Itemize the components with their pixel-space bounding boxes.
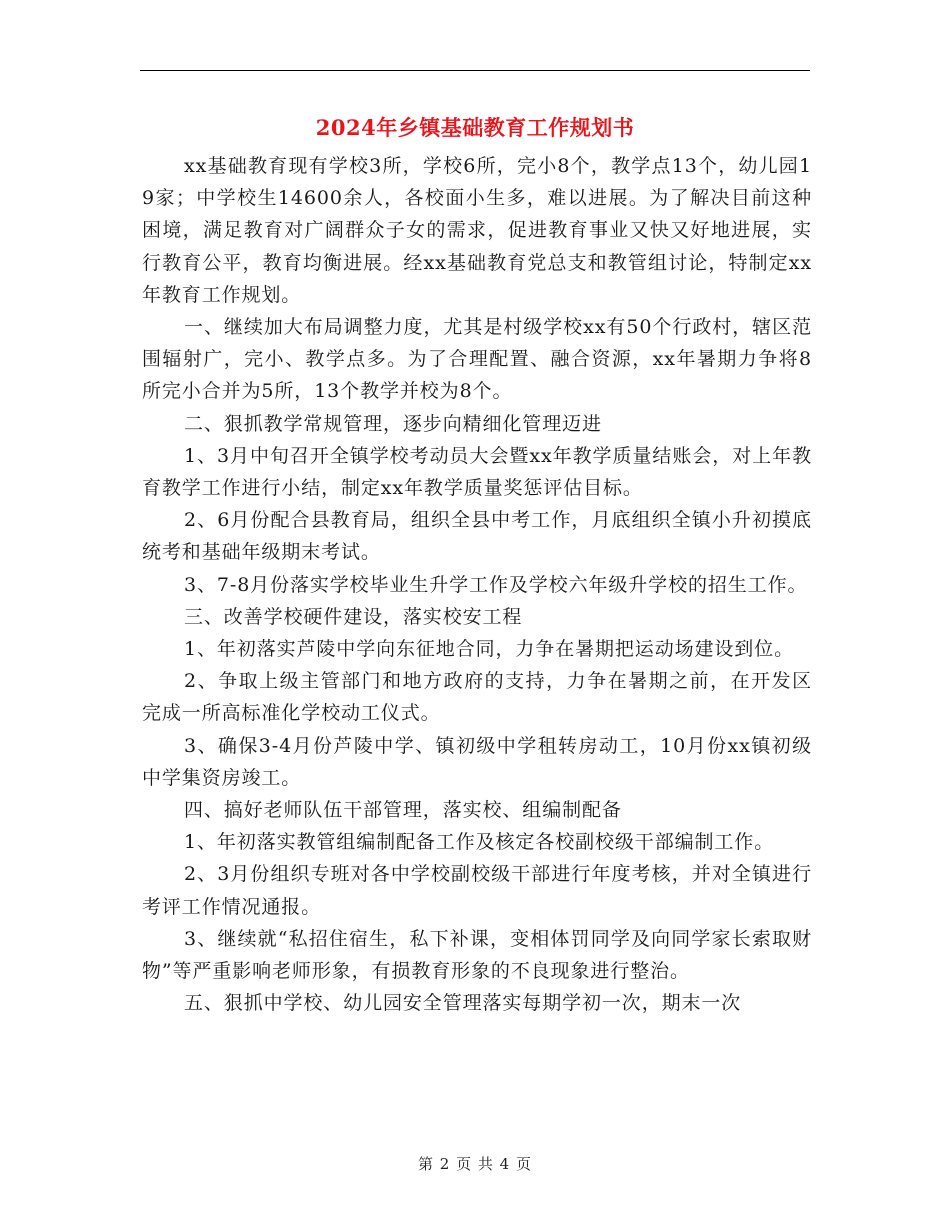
paragraph-4-3: 3、继续就“私招住宿生，私下补课，变相体罚同学及向同学家长索取财物”等严重影响老师形象，有损教育形象的不良现象进行整治。	[142, 927, 812, 983]
paragraph-2-3: 3、7-8月份落实学校毕业生升学工作及学校六年级升学校的招生工作。	[184, 573, 808, 596]
paragraph-2-1: 1、3月中旬召开全镇学校考动员大会暨xx年教学质量结账会，对上年教育教学工作进行小结，制定xx年教学质量奖惩评估目标。	[142, 444, 812, 500]
document-title: 2024年乡镇基础教育工作规划书	[315, 115, 635, 140]
paragraph-3-1: 1、年初落实芦陵中学向东征地合同，力争在暑期把运动场建设到位。	[184, 638, 794, 661]
paragraph-3-2: 2、争取上级主管部门和地方政府的支持，力争在暑期之前，在开发区完成一所高标准化学校动工仪式。	[142, 670, 812, 725]
header-rule	[140, 70, 810, 71]
heading-section-3: 三、改善学校硬件建设，落实校安工程	[184, 605, 523, 628]
paragraph-intro: xx基础教育现有学校3所，学校6所，完小8个，教学点13个，幼儿园19家；中学校生14600余人，各校面小生多，难以进展。为了解决目前这种困境，满足教育对广阔群众子女的需求，促进教育事业又快又好地进展，实行教育公平，教育均衡进展。经xx基础教育党总支和教管组讨论，特制定xx年教育工作规划。	[142, 155, 812, 306]
paragraph-4-1: 1、年初落实教管组编制配备工作及核定各校副校级干部编制工作。	[184, 831, 775, 854]
heading-section-4: 四、搞好老师队伍干部管理，落实校、组编制配备	[184, 799, 622, 822]
document-body	[142, 150, 812, 1019]
paragraph-4-2: 2、3月份组织专班对各中学校副校级干部进行年度考核，并对全镇进行考评工作情况通报。	[142, 863, 812, 918]
paragraph-section-1: 一、继续加大布局调整力度，尤其是村级学校xx有50个行政村，辖区范围辐射广，完小、教学点多。为了合理配置、融合资源，xx年暑期力争将8所完小合并为5所，13个教学并校为8个。	[142, 316, 812, 403]
paragraph-2-2: 2、6月份配合县教育局，组织全县中考工作，月底组织全镇小升初摸底统考和基础年级期末考试。	[142, 509, 812, 564]
heading-section-2: 二、狠抓教学常规管理，逐步向精细化管理迈进	[184, 412, 602, 435]
page-number: 第 2 页 共 4 页	[418, 1155, 532, 1173]
paragraph-3-3: 3、确保3-4月份芦陵中学、镇初级中学租转房动工，10月份xx镇初级中学集资房竣工。	[142, 734, 812, 789]
heading-section-5: 五、狠抓中学校、幼儿园安全管理落实每期学初一次，期末一次	[184, 992, 742, 1015]
